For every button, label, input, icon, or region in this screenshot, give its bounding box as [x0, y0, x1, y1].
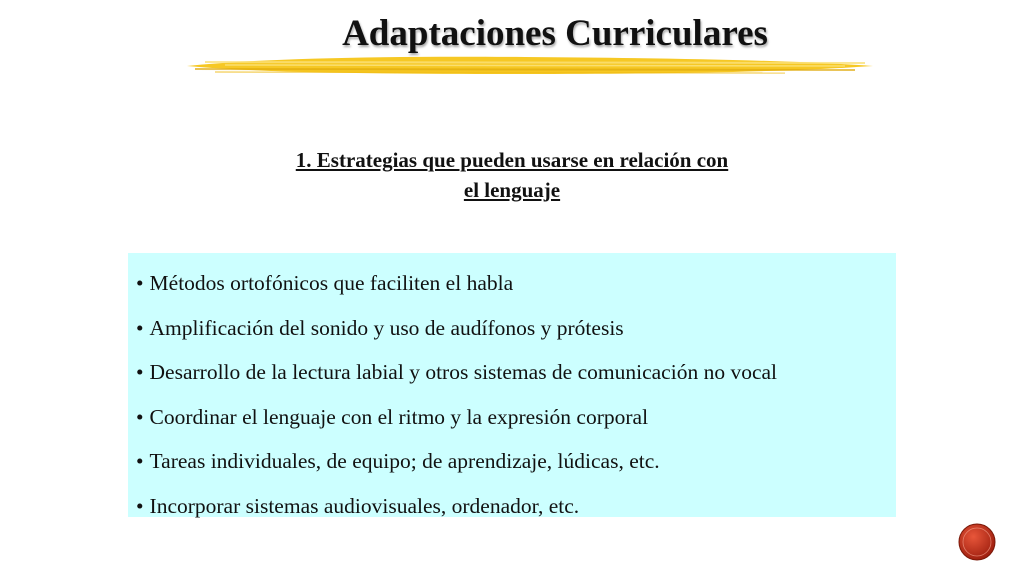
- list-item-text: Desarrollo de la lectura labial y otros sistemas de comunicación no vocal: [149, 360, 777, 384]
- list-item: [136, 395, 896, 440]
- bullet-icon: •: [136, 493, 144, 518]
- subtitle-line-2: el lenguaje: [463, 178, 561, 202]
- slide-number-badge-icon: [958, 523, 996, 561]
- brush-stroke-underline: [185, 52, 875, 78]
- bullet-icon: •: [136, 404, 144, 429]
- bullet-icon: •: [136, 360, 144, 384]
- slide-title: Adaptaciones Curriculares: [342, 13, 768, 54]
- section-subtitle: [200, 145, 824, 205]
- bullet-icon: •: [136, 449, 144, 473]
- subtitle-line-1: 1. Estrategias que pueden usarse en relación con: [295, 148, 729, 172]
- list-item: [136, 306, 896, 351]
- list-item-text: Coordinar el lenguaje con el ritmo y la expresión corporal: [149, 404, 649, 429]
- list-item-text: Métodos ortofónicos que faciliten el habla: [149, 271, 514, 295]
- list-item: [136, 484, 896, 529]
- bullet-icon: •: [136, 271, 144, 295]
- strategies-box: [128, 253, 896, 517]
- list-item-text: Tareas individuales, de equipo; de aprendizaje, lúdicas, etc.: [149, 449, 660, 473]
- list-item-text: Amplificación del sonido y uso de audífonos y prótesis: [149, 315, 624, 340]
- list-item: [136, 350, 896, 395]
- list-item: [136, 261, 896, 306]
- list-item: [136, 439, 896, 484]
- bullet-icon: •: [136, 315, 144, 340]
- strategies-list: [136, 261, 896, 528]
- list-item-text: Incorporar sistemas audiovisuales, ordenador, etc.: [149, 493, 580, 518]
